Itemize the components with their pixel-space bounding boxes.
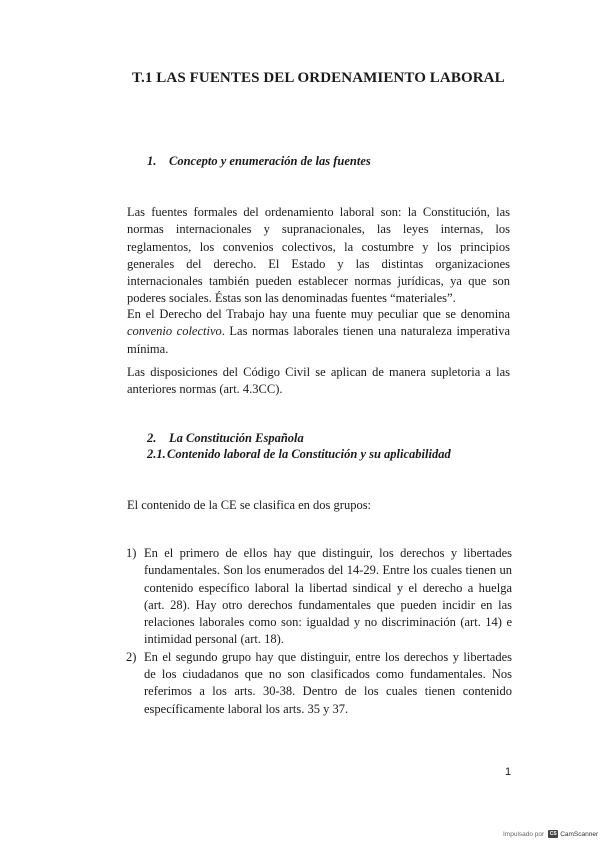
p2-text-before: En el Derecho del Trabajo hay una fuente muy peculiar que se denomina [127,307,510,321]
p2-emphasis: convenio colectivo [127,324,222,339]
section-1-title: Concepto y enumeración de las fuentes [169,154,371,168]
paragraph-convenio-colectivo [127,306,510,358]
list-item [126,545,512,649]
grupos-list [126,545,512,718]
camscanner-footer [503,830,598,838]
section-2-title: La Constitución Española [169,431,304,445]
camscanner-logo [548,830,598,838]
page-title: T.1 LAS FUENTES DEL ORDENAMIENTO LABORAL [132,70,505,86]
camscanner-brand: CamScanner [560,830,599,838]
section-1-heading [147,154,371,169]
list-item [126,649,512,718]
list-marker: 2) [126,649,137,664]
section-2-heading [147,431,304,446]
section-1-number: 1. [147,154,157,168]
section-2-1-title: Contenido laboral de la Constitución y su aplicabilidad [167,447,451,461]
paragraph-contenido-ce: El contenido de la CE se clasifica en dos grupos: [127,498,372,512]
section-2-1-number: 2.1. [147,447,166,461]
list-item-text: En el segundo grupo hay que distinguir, entre los derechos y libertades de los ciudadanos que no son clasificados como fundamentales. Nos referimos a los arts. 30-38. Dentro de los cuales tienen contenido específicamente laboral los arts. 35 y 37. [144,649,512,716]
list-marker: 1) [126,546,137,560]
paragraph-fuentes-formales: Las fuentes formales del ordenamiento laboral son: la Constitución, las normas internacionales y supranacionales, las leyes internas, los reglamentos, los convenios colectivos, la costumbre y los principios generales del derecho. El Estado y las distintas organizaciones internacionales también pueden establecer normas jurídicas, ya que son poderes sociales. Éstas son las denominadas fuentes “materiales”. [127,205,510,306]
p2-text-after: . Las normas laborales tienen una naturaleza imperativa mínima. [127,324,510,356]
section-2-1-heading [147,447,451,462]
paragraph-codigo-civil: Las disposiciones del Código Civil se aplican de manera supletoria a las anteriores normas (art. 4.3CC). [127,365,510,397]
page-number: 1 [505,766,512,778]
footer-label: Impulsado por [503,830,545,838]
list-item-text: En el primero de ellos hay que distinguir, los derechos y libertades fundamentales. Son los enumerados del 14-29. Entre los cuales tienen un contenido específico laboral la libertad sindical y el derecho a huelga (art. 28). Hay otro derechos fundamentales que pueden incidir en las relaciones laborales como son: igualdad y no discriminación (art. 14) e intimidad personal (art. 18). [144,546,512,647]
camscanner-icon: CS [549,831,557,837]
section-2-number: 2. [147,431,157,445]
